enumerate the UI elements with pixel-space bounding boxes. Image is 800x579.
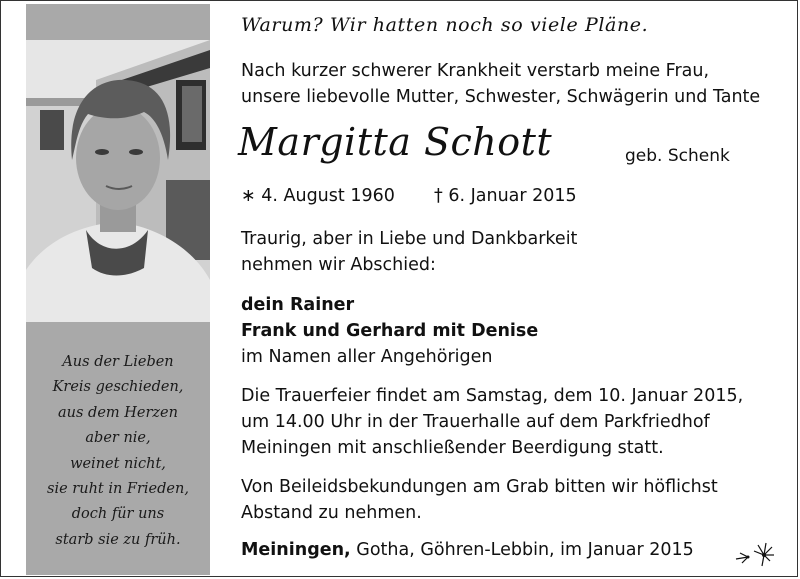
deceased-name: Margitta Schott: [238, 120, 553, 164]
heading: Warum? Wir hatten noch so viele Pläne.: [241, 14, 649, 36]
poem-line: sie ruht in Frieden,: [47, 481, 189, 498]
dandelion-icon: [734, 537, 780, 567]
poem-line: doch für uns: [71, 506, 165, 523]
poem-line: Aus der Lieben: [62, 354, 174, 370]
funeral-line: Die Trauerfeier findet am Samstag, dem 10. Januar 2015,: [241, 386, 744, 406]
poem-line: aus dem Herzen: [58, 404, 178, 421]
portrait-photo: [26, 40, 210, 322]
mourner: dein Rainer: [241, 295, 355, 315]
death-cross-icon: †: [434, 186, 443, 206]
life-dates: [241, 186, 577, 206]
funeral-line: um 14.00 Uhr in der Trauerhalle auf dem Parkfriedhof: [241, 412, 710, 432]
place-main: Meiningen,: [241, 540, 351, 560]
poem: [26, 350, 210, 553]
relatives-line: im Namen aller Angehörigen: [241, 347, 493, 367]
condolence-line: Abstand zu nehmen.: [241, 503, 422, 523]
farewell-line: nehmen wir Abschied:: [241, 255, 436, 275]
birth-star-icon: ∗: [241, 186, 256, 206]
poem-line: starb sie zu früh.: [55, 531, 181, 548]
death-date: 6. Januar 2015: [448, 186, 577, 206]
funeral-line: Meiningen mit anschließender Beerdigung statt.: [241, 438, 664, 458]
maiden-name: geb. Schenk: [625, 146, 730, 166]
condolence-line: Von Beileidsbekundungen am Grab bitten wir höflichst: [241, 477, 718, 497]
place-date-line: [241, 540, 694, 560]
poem-line: Kreis geschieden,: [52, 379, 184, 396]
place-rest: Gotha, Göhren-Lebbin, im Januar 2015: [350, 540, 694, 560]
farewell-line: Traurig, aber in Liebe und Dankbarkeit: [241, 229, 578, 249]
intro-line: Nach kurzer schwerer Krankheit verstarb meine Frau,: [241, 61, 710, 81]
birth-date: 4. August 1960: [261, 186, 395, 206]
intro-line: unsere liebevolle Mutter, Schwester, Schwägerin und Tante: [241, 87, 761, 107]
mourner: Frank und Gerhard mit Denise: [241, 321, 539, 341]
poem-line: weinet nicht,: [70, 455, 166, 472]
poem-line: aber nie,: [85, 430, 151, 447]
